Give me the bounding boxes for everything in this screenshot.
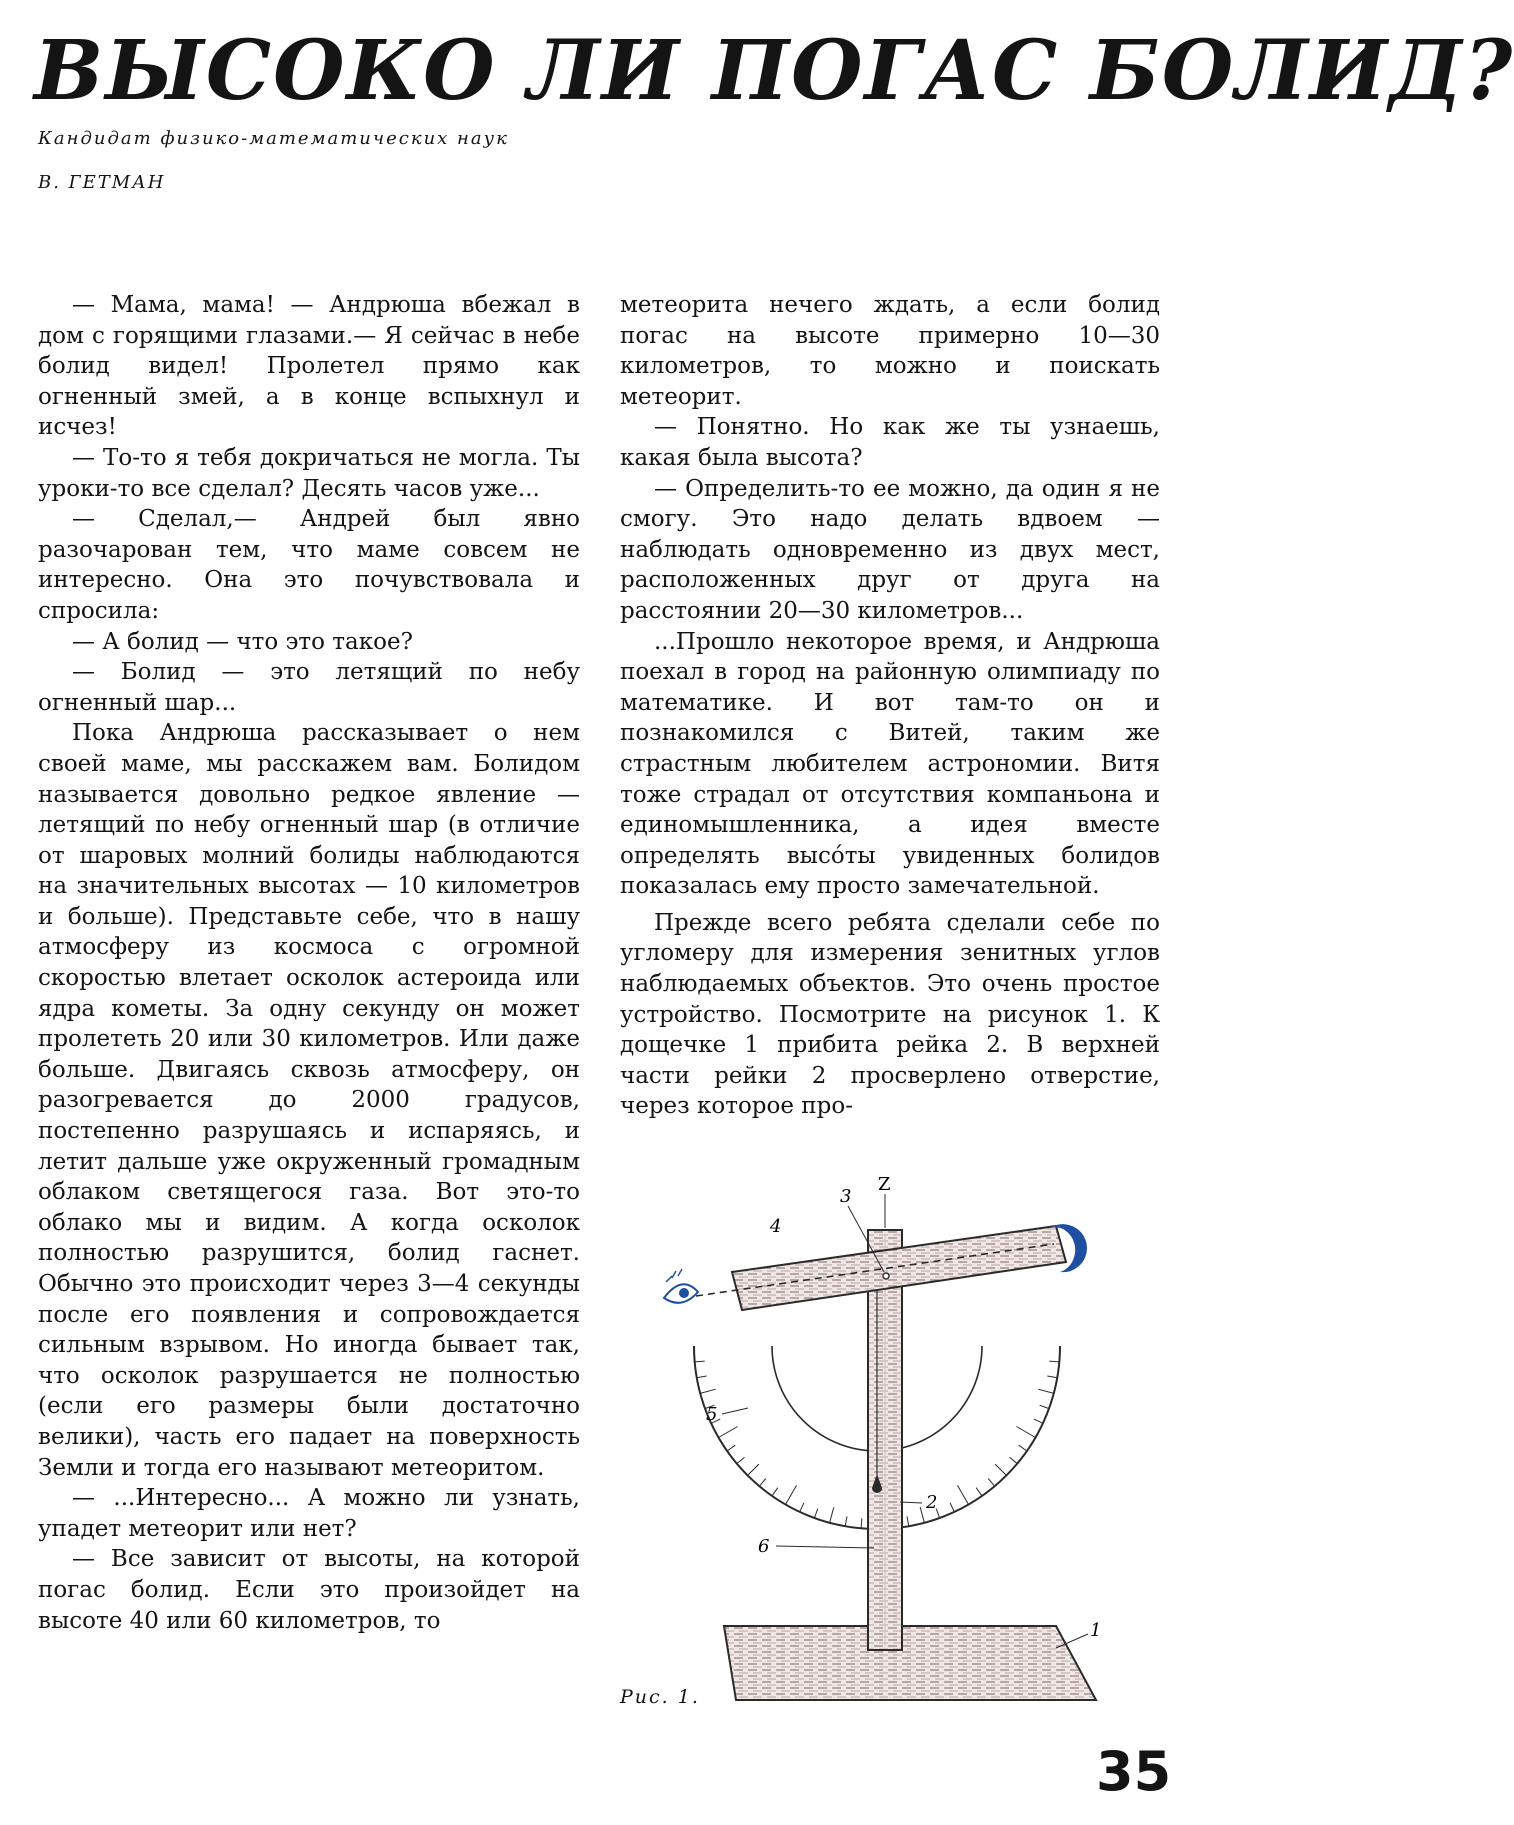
protractor-tick <box>759 1479 765 1487</box>
goniometer-illustration <box>636 1176 1176 1696</box>
protractor-tick <box>737 1457 745 1463</box>
label-4: 4 <box>770 1216 782 1237</box>
protractor-tick <box>958 1485 969 1504</box>
protractor-tick <box>719 1427 738 1438</box>
paragraph: — А болид — что это такое? <box>72 628 413 655</box>
paragraph: — Понятно. Но как же ты узнаешь, какая была высота? <box>620 414 1160 471</box>
protractor-tick <box>861 1518 862 1528</box>
paragraph: — Все зависит от высоты, на которой погас болид. Если это произойдет на высоте 40 или 60 километров, то <box>38 1546 580 1634</box>
figure-caption: Рис. 1. <box>620 1686 700 1708</box>
right-column <box>620 290 1160 1122</box>
label-6: 6 <box>758 1536 770 1557</box>
paragraph-continuation: метеорита нечего ждать, а если болид погас на высоте примерно 10—30 километров, то можно и поискать метеорит. <box>620 292 1160 410</box>
protractor-tick <box>920 1507 924 1523</box>
base-board <box>724 1626 1096 1700</box>
protractor-tick <box>727 1445 735 1451</box>
protractor-tick <box>800 1503 804 1512</box>
protractor-tick <box>697 1376 707 1378</box>
label-3: 3 <box>840 1186 852 1207</box>
left-column <box>38 290 580 1636</box>
protractor-tick <box>748 1464 759 1475</box>
protractor-tick <box>786 1485 797 1504</box>
protractor-tick <box>1019 1445 1027 1451</box>
protractor-tick <box>1010 1457 1018 1463</box>
protractor-tick <box>814 1509 817 1518</box>
paragraph: — Мама, мама! — Андрюша вбежал в дом с горящими глазами.— Я сейчас в небе болид видел! Пролетел прямо как огненный змей, а в конце вспыхнул и исчез! <box>38 292 580 441</box>
protractor-tick <box>695 1361 705 1362</box>
paragraph: ...Прошло некоторое время, и Андрюша поехал в город на районную олимпиаду по математике. И вот там-то он и познакомился с Витей, таким же страстным любителем астрономии. Витя тоже страдал от отсутствия компаньона и единомышленника, а идея вместе определять высóты увиденных болидов показалась ему просто замечательной. <box>620 628 1160 900</box>
label-zenith: Z <box>878 1174 891 1195</box>
protractor-tick <box>907 1516 909 1526</box>
paragraph: Пока Андрюша рассказывает о нем своей маме, мы расскажем вам. Болидом называется довольно редкое явление — летящий по небу огненный шар (в отличие от шаровых молний болиды наблюдаются на значительных высотах — 10 километров и больше). Представьте себе, что в нашу атмосферу из космоса с огромной скоростью влетает осколок астероида или ядра кометы. За одну секунду он может пролететь 20 или 30 километров. Или даже больше. Двигаясь сквозь атмосферу, он разогревается до 2000 градусов, постепенно разрушаясь и испаряясь, и летит дальше уже окруженный громадным облаком светящегося газа. Вот это-то облако мы и видим. А когда осколок полностью разрушится, болид гаснет. Обычно это происходит через 3—4 секунды после его появления и сопровождается сильным взрывом. Но иногда бывает так, что осколок разрушается не полностью (если его размеры были достаточно велики), часть его падает на поверхность Земли и тогда его называют метеоритом. <box>38 720 580 1481</box>
paragraph: — ...Интересно... А можно ли узнать, упадет метеорит или нет? <box>38 1485 580 1542</box>
protractor-tick <box>1016 1427 1035 1438</box>
page-number: 35 <box>1096 1740 1172 1803</box>
protractor-tick <box>772 1488 778 1496</box>
protractor-tick <box>845 1516 847 1526</box>
author-name: В. ГЕТМАН <box>38 172 166 193</box>
protractor-tick <box>1034 1419 1043 1423</box>
paragraph: — Болид — это летящий по небу огненный шар... <box>38 659 580 716</box>
eye-icon <box>664 1269 698 1303</box>
article-title: ВЫСОКО ЛИ ПОГАС БОЛИД? <box>34 23 1514 119</box>
label-5: 5 <box>706 1404 718 1425</box>
protractor-tick <box>700 1389 716 1393</box>
paragraph: — То-то я тебя докричаться не могла. Ты уроки-то все сделал? Десять часов уже... <box>38 444 580 502</box>
protractor-tick <box>830 1507 834 1523</box>
paragraph: — Определить-то ее можно, да один я не смогу. Это надо делать вдвоем — наблюдать одновременно из двух мест, расположенных друг от друга на расстоянии 20—30 километров... <box>620 475 1160 624</box>
protractor-tick <box>1038 1389 1054 1393</box>
paragraph: Прежде всего ребята сделали себе по угломеру для измерения зенитных углов наблюдаемых объектов. Это очень простое устройство. Посмотрите на рисунок 1. К дощечке 1 прибита рейка 2. В верхней части рейки 2 просверлено отверстие, через которое про- <box>620 909 1160 1120</box>
protractor-tick <box>1049 1361 1059 1362</box>
author-degree: Кандидат физико-математических наук <box>38 128 509 149</box>
protractor-tick <box>995 1464 1006 1475</box>
label-1: 1 <box>1090 1620 1102 1641</box>
protractor-tick <box>976 1488 982 1496</box>
protractor-tick <box>950 1503 954 1512</box>
figure-goniometer <box>636 1176 1176 1736</box>
sight-hole <box>883 1273 889 1279</box>
paragraph: — Сделал,— Андрей был явно разочарован тем, что маме совсем не интересно. Она это почувствовала и спросила: <box>38 506 580 624</box>
label-2: 2 <box>926 1492 938 1513</box>
protractor-tick <box>1040 1405 1049 1408</box>
protractor-tick <box>1047 1376 1057 1378</box>
protractor-tick <box>988 1479 994 1487</box>
